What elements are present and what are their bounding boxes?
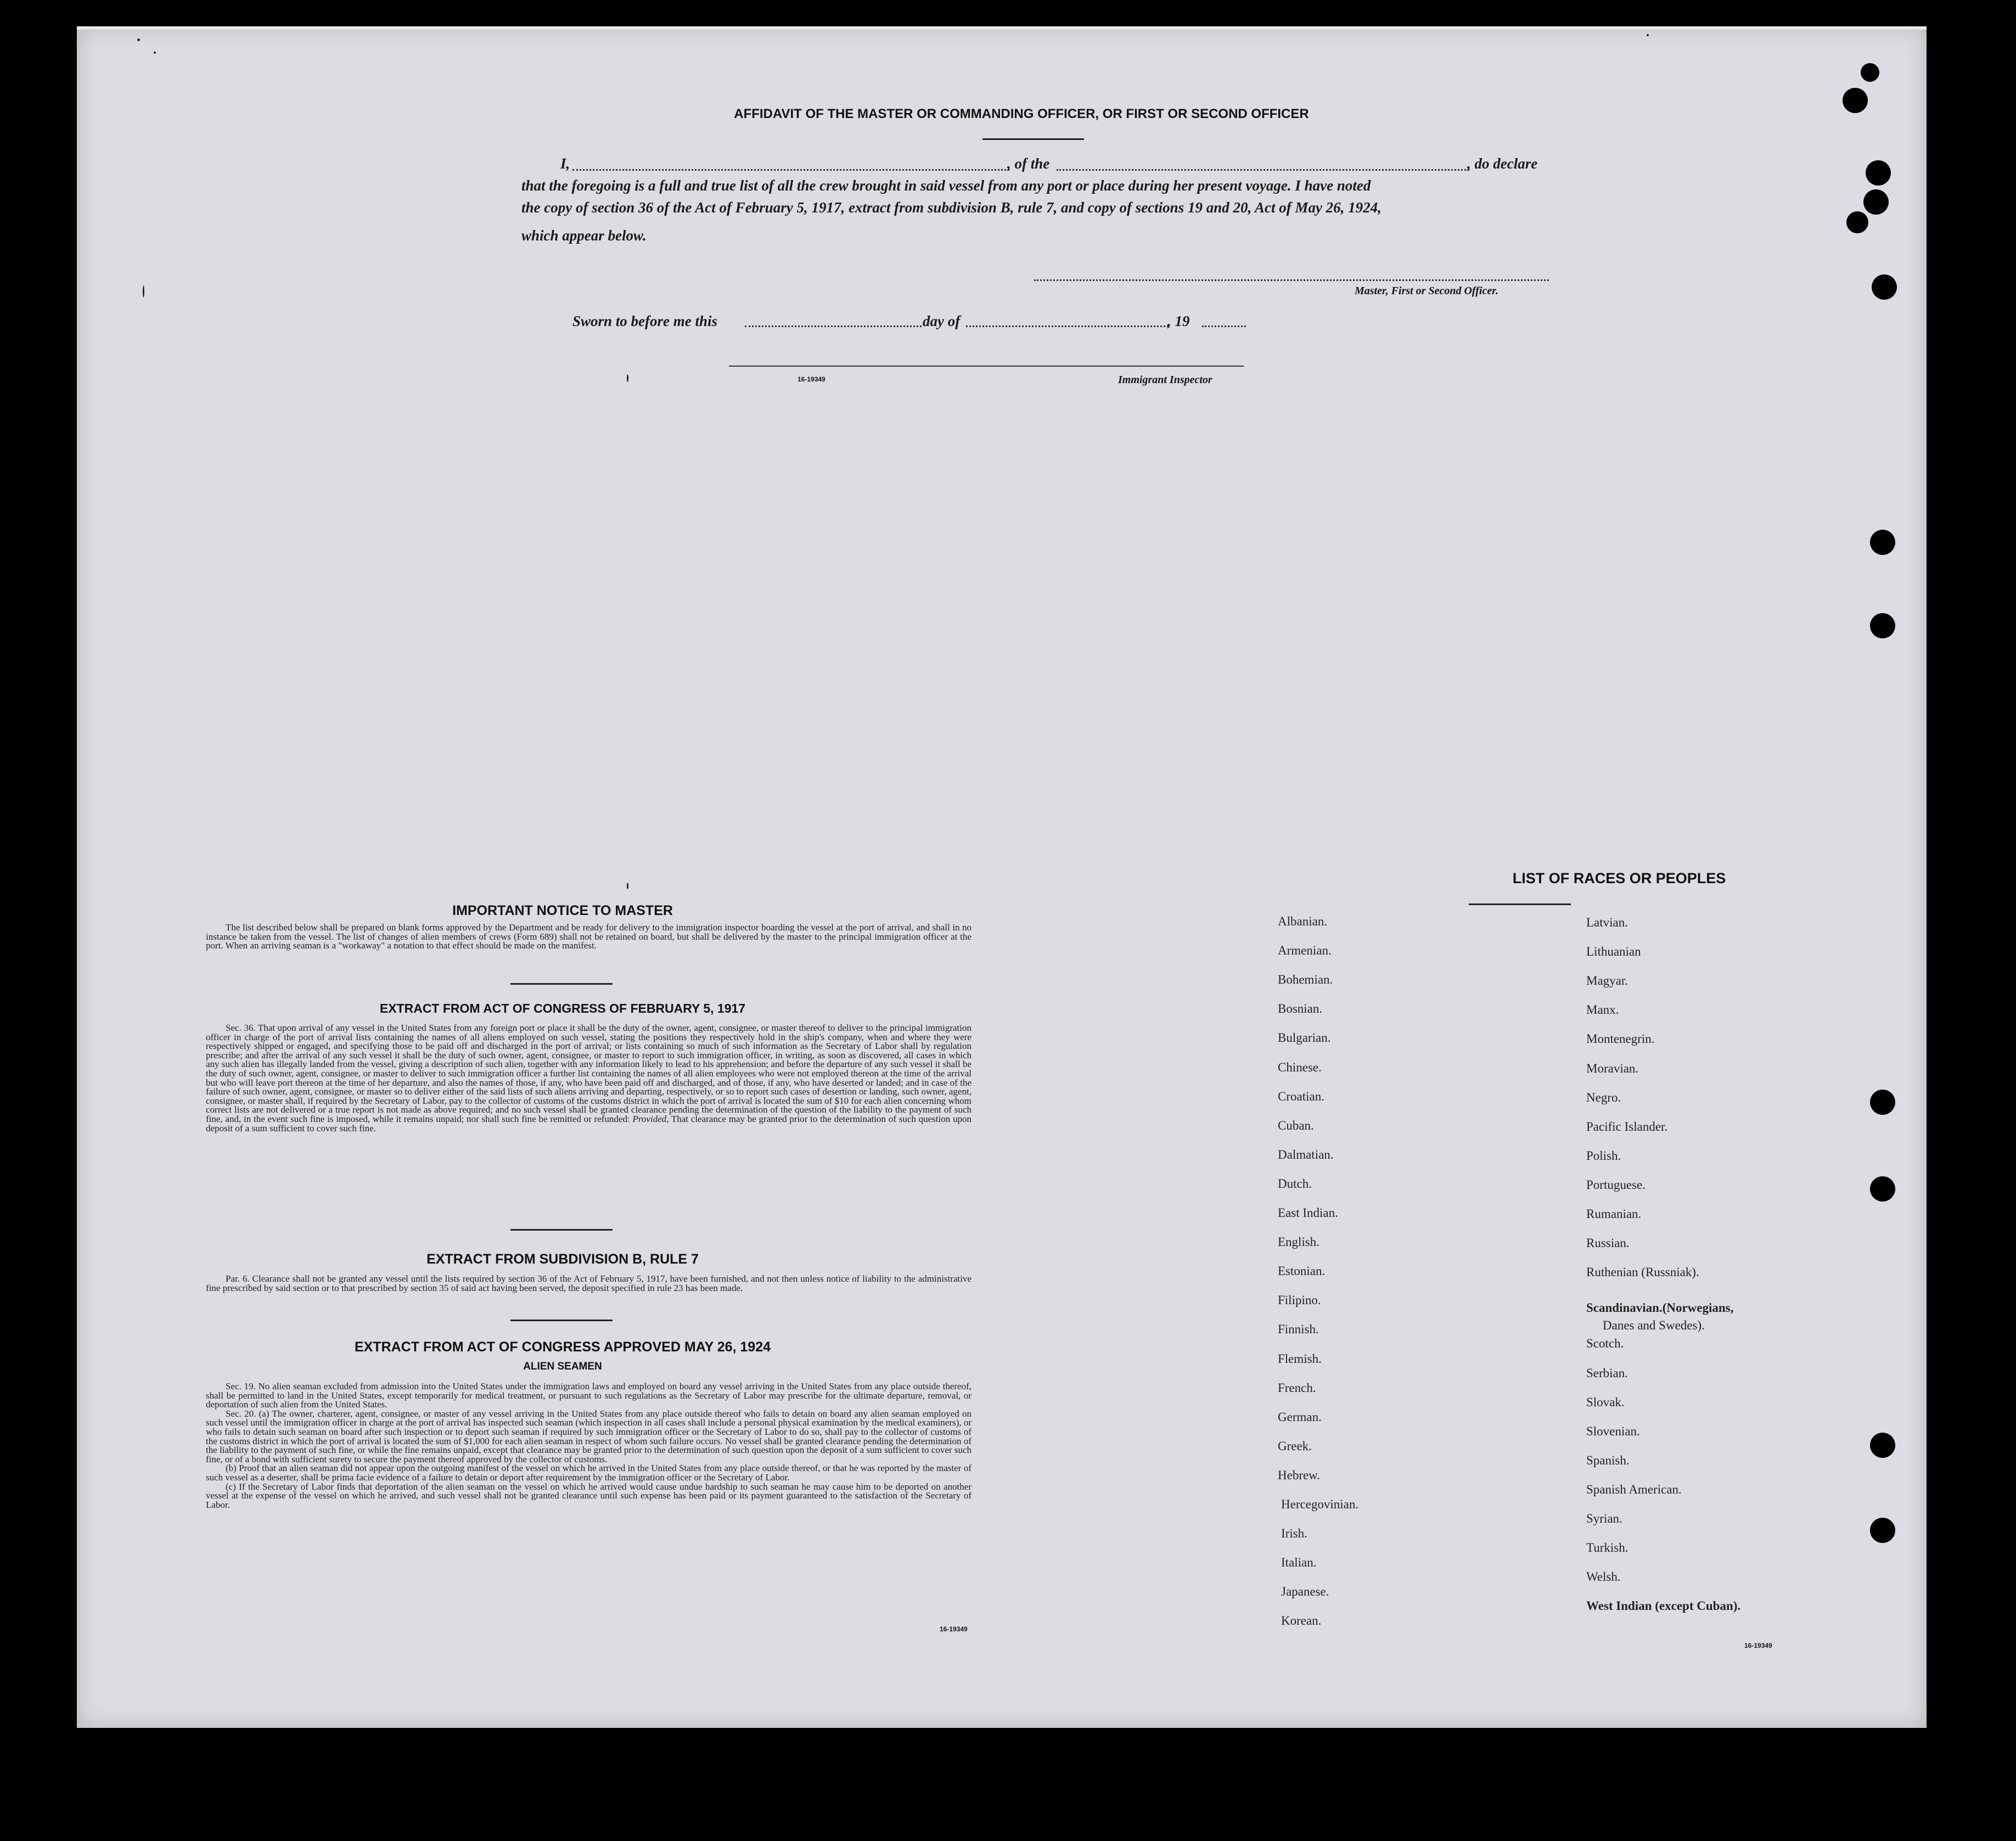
notice-title: IMPORTANT NOTICE TO MASTER (452, 903, 673, 918)
race-item: Bohemian. (1278, 973, 1333, 986)
race-item: Serbian. (1586, 1366, 1628, 1380)
race-item: Greek. (1278, 1439, 1312, 1453)
punch-hole (1870, 613, 1895, 638)
vessel-blank[interactable] (1057, 169, 1469, 171)
sec36-text: Sec. 36. That upon arrival of any vessel in the United States from any foreign port or place it shall be the duty of the owner, agent, consignee, or master thereof to deliver to the principal immigration officer in charge of the port of arrival lists containing the names of all aliens employed on such vessel, stating the positions they respectively hold in the ship's company, when and where they were respectively shipped or engaged, and specifying those to be paid off and discharged in the port of arrival; or lists containing so much of such information as the Secretary of Labor shall by regulation prescribe; and after the arrival of any such vessel it shall be the duty of such owner, agent, consignee, or master to report to such immigration officer, in writing, as soon as discovered, all cases in which any such alien has illegally landed from the vessel, giving a description of such alien, together with any information likely to lead to his apprehension; and before the departure of any such vessel it shall be the duty of such owner, agent, consignee, or master to deliver to such immigration officer a further list containing the names of all alien employees who were not employed thereon at the time of the arrival but who will leave port thereon at the time of her departure, and also the names of those, if any, who have been paid off and discharged, and of those, if any, who have deserted or landed; and in case of the failure of such owner, agent, consignee, or master so to deliver either of the said lists of such aliens arriving and departing, respectively, or so to report such cases of desertion or landing, such owner, agent, consignee, or master shall, if required by the Secretary of Labor, pay to the collector of customs of the customs district in which the port of arrival is located the sum of $10 for each alien concerning whom correct lists are not delivered or a true report is not made as above required; and no such vessel shall be granted clearance pending the determination of the question of the liability to the payment of such fine, and, in the event such fine is imposed, while it remains unpaid; nor shall such fine be remitted or refunded: (206, 1023, 972, 1124)
race-item: Hercegovinian. (1281, 1497, 1359, 1511)
notice-text (206, 923, 972, 951)
race-item: Scandinavian.(Norwegians, (1586, 1301, 1734, 1315)
sec20a-paragraph: Sec. 20. (a) The owner, charterer, agent, consignee, or master of any vessel arriving in the United States from any place outside thereof who fails to detain on board any alien seaman employed on such vessel until the immigration officer in charge at the port of arrival has inspected such seaman (which inspection in all cases shall include a personal physical examination by the medical examiners), or who fails to detain such seaman on board after such inspection or to deport such seaman if required by such immigration officer or the Secretary of Labor to do so, shall pay to the collector of customs of the customs district in which the port of arrival is located the sum of $1,000 for each alien seaman in respect of whom such failure occurs. No vessel shall be granted clearance pending the determination of the liability to the payment of such fine, or while the fine remains unpaid, except that clearance may be granted prior to the determination of such question upon the deposit of a sum sufficient to cover such fine, or of a bond with sufficient surety to secure the payment thereof approved by the collector of customs. (206, 1408, 972, 1464)
race-item: Negro. (1586, 1091, 1621, 1104)
affidavit-of-the-label: , of the (1007, 155, 1050, 172)
race-item: Scotch. (1586, 1337, 1624, 1350)
extract-1917-text (206, 1024, 972, 1133)
race-item: Dalmatian. (1278, 1148, 1334, 1161)
dust-speck (627, 374, 628, 382)
punch-hole (1872, 274, 1897, 300)
punch-hole (1861, 63, 1879, 82)
punch-hole (1870, 1176, 1895, 1202)
race-item: Polish. (1586, 1149, 1621, 1163)
race-item: Cuban. (1278, 1119, 1314, 1132)
races-right-column (1586, 916, 1872, 1646)
race-item: East Indian. (1278, 1206, 1338, 1220)
race-item: Albanian. (1278, 914, 1328, 928)
alien-seamen-subtitle: ALIEN SEAMEN (523, 1361, 602, 1372)
name-blank[interactable] (572, 169, 1009, 171)
race-item: Italian. (1281, 1556, 1317, 1569)
race-item: Irish. (1281, 1526, 1307, 1540)
race-item: Bulgarian. (1278, 1031, 1331, 1045)
punch-hole (1846, 211, 1868, 233)
sec20c-paragraph: (c) If the Secretary of Labor finds that deportation of the alien seaman on the vessel on which he arrived would cause undue hardship to such seaman he may cause him to be deported on another vessel at the expense of the vessel on which he arrived, and such vessel shall not be granted clearance until such expense has been paid or its payment guaranteed to the satisfaction of the Secretary of Labor. (206, 1481, 972, 1510)
rule7-paragraph: Par. 6. Clearance shall not be granted any vessel until the lists required by section 36 of the Act of February 5, 1917, have been furnished, and not then unless notice of liability to the administrative fine prescribed by said section or to that prescribed by section 35 of said act having been served, the deposit specified in rule 23 has been made. (206, 1273, 972, 1293)
sworn-day-blank[interactable] (745, 325, 922, 327)
inspector-caption: Immigrant Inspector (1118, 374, 1212, 386)
dust-speck (1647, 34, 1649, 36)
punch-hole (1870, 1090, 1895, 1115)
affidavit-line-3: the copy of section 36 of the Act of February 5, 1917, extract from subdivision B, rule 7, and copy of sections 19 and 20, Act of May 26, 1924, (521, 199, 1382, 216)
race-item: French. (1278, 1381, 1316, 1395)
extract-1924-form-number: 16-19349 (940, 1625, 968, 1633)
race-item: Slovenian. (1586, 1424, 1640, 1438)
extract-1917-title: EXTRACT FROM ACT OF CONGRESS OF FEBRUARY 5, 1917 (379, 1001, 746, 1015)
notice-rule (510, 983, 613, 985)
sec36-text-end: That clearance may be granted prior to the determination of such question upon deposit of a sum sufficient to cover such fine. (206, 1113, 972, 1133)
officer-signature-blank[interactable] (1034, 279, 1549, 281)
race-item: German. (1278, 1410, 1322, 1424)
race-item: Flemish. (1278, 1352, 1322, 1366)
day-of-label: day of (923, 313, 961, 329)
race-item: Korean. (1281, 1614, 1322, 1627)
sworn-year-blank[interactable] (1202, 325, 1246, 327)
dust-speck (143, 285, 144, 298)
race-item: Dutch. (1278, 1177, 1312, 1191)
affidavit-title-rule (982, 138, 1084, 140)
sworn-month-blank[interactable] (966, 325, 1169, 327)
punch-hole (1870, 530, 1895, 555)
race-item: Welsh. (1586, 1570, 1621, 1584)
sec36-paragraph (206, 1024, 972, 1133)
punch-hole (1866, 160, 1891, 186)
punch-hole (1843, 88, 1868, 113)
affidavit-form-number: 16-19349 (798, 375, 826, 383)
affidavit-do-declare: , do declare (1467, 155, 1538, 172)
race-item: Portuguese. (1586, 1178, 1646, 1192)
sworn-label: Sworn to before me this (572, 313, 718, 329)
rule7-rule (510, 1320, 613, 1321)
extract-1924-title: EXTRACT FROM ACT OF CONGRESS APPROVED MAY 26, 1924 (354, 1339, 771, 1355)
race-item: Manx. (1586, 1003, 1619, 1017)
extract-1924-text (206, 1382, 972, 1509)
rule7-title: EXTRACT FROM SUBDIVISION B, RULE 7 (426, 1251, 699, 1267)
sec20b-paragraph: (b) Proof that an alien seaman did not appear upon the outgoing manifest of the vessel on which he arrived in the United States from any place outside thereof, or that he was reported by the master of such vessel as a deserter, shall be prima facie evidence of a failure to detain or deport after requirement by the immigration officer or the Secretary of Labor. (206, 1463, 972, 1483)
sec19-paragraph: Sec. 19. No alien seaman excluded from admission into the United States under the immigration laws and employed on board any vessel arriving in the United States from any place outside thereof, shall be permitted to land in the United States, except temporarily for medical treatment, or pursuant to such regulations as the Secretary of Labor may prescribe for the ultimate departure, removal, or deportation of such alien from the United States. (206, 1381, 972, 1410)
scandinavian-continuation (1603, 1318, 1833, 1335)
year-label: , 19 (1167, 313, 1190, 329)
races-form-number: 16-19349 (1744, 1642, 1772, 1649)
race-item: Spanish. (1586, 1453, 1630, 1467)
race-item: Finnish. (1278, 1322, 1319, 1336)
races-rule (1469, 903, 1571, 905)
inspector-signature-line[interactable] (729, 366, 1244, 367)
proviso-label: Provided, (632, 1113, 669, 1124)
race-item: Japanese. (1281, 1585, 1329, 1598)
scandinavian-continuation-text: Danes and Swedes). (1603, 1318, 1705, 1332)
race-item: Armenian. (1278, 944, 1332, 957)
race-item: Slovak. (1586, 1395, 1625, 1409)
officer-caption: Master, First or Second Officer. (1355, 285, 1498, 297)
race-item: Bosnian. (1278, 1002, 1323, 1015)
race-item: Lithuanian (1586, 945, 1641, 958)
punch-hole (1870, 1433, 1895, 1458)
race-item: Spanish American. (1586, 1483, 1682, 1496)
punch-hole (1863, 189, 1889, 215)
race-item: Estonian. (1278, 1264, 1326, 1278)
race-item: Turkish. (1586, 1541, 1628, 1554)
race-item: Ruthenian (Russniak). (1586, 1265, 1699, 1279)
dust-speck (627, 883, 628, 889)
race-item: Filipino. (1278, 1293, 1321, 1307)
race-item: Chinese. (1278, 1060, 1322, 1074)
races-left-column (1278, 914, 1563, 1644)
race-item: West Indian (except Cuban). (1586, 1599, 1741, 1613)
race-item: Russian. (1586, 1236, 1630, 1250)
race-item: Hebrew. (1278, 1468, 1321, 1482)
race-item: Rumanian. (1586, 1207, 1642, 1221)
race-item: Montenegrin. (1586, 1032, 1655, 1046)
dust-speck (154, 52, 156, 54)
extract-1917-rule (510, 1229, 613, 1231)
affidavit-title: AFFIDAVIT OF THE MASTER OR COMMANDING OFFICER, OR FIRST OR SECOND OFFICER (734, 106, 1309, 121)
notice-paragraph: The list described below shall be prepared on blank forms approved by the Department and be ready for delivery to the immigration inspector boarding the vessel at the port of arrival, and shall in no instance be taken from the vessel. The list of changes of alien members of crews (Form 689) shall not be retained on board, but shall be delivered by the master to the principal immigration officer at the port. When an arriving seaman is a "workaway" a notation to that effect should be made on the manifest. (206, 922, 972, 951)
dust-speck (137, 38, 140, 41)
top-scan-edge (77, 26, 1927, 30)
race-item: Magyar. (1586, 974, 1628, 987)
race-item: English. (1278, 1235, 1320, 1249)
race-item: Croatian. (1278, 1090, 1324, 1103)
races-title: LIST OF RACES OR PEOPLES (1512, 870, 1726, 886)
race-item: Syrian. (1586, 1512, 1622, 1525)
rule7-text (206, 1275, 972, 1293)
affidavit-i-label: I, (560, 155, 570, 172)
affidavit-line-2: that the foregoing is a full and true list of all the crew brought in said vessel from any port or place during her present voyage. I have noted (521, 177, 1371, 194)
punch-hole (1870, 1518, 1895, 1543)
affidavit-line-4: which appear below. (521, 227, 647, 244)
race-item: Pacific Islander. (1586, 1120, 1668, 1133)
race-item: Latvian. (1586, 916, 1628, 929)
race-item: Moravian. (1586, 1062, 1639, 1075)
